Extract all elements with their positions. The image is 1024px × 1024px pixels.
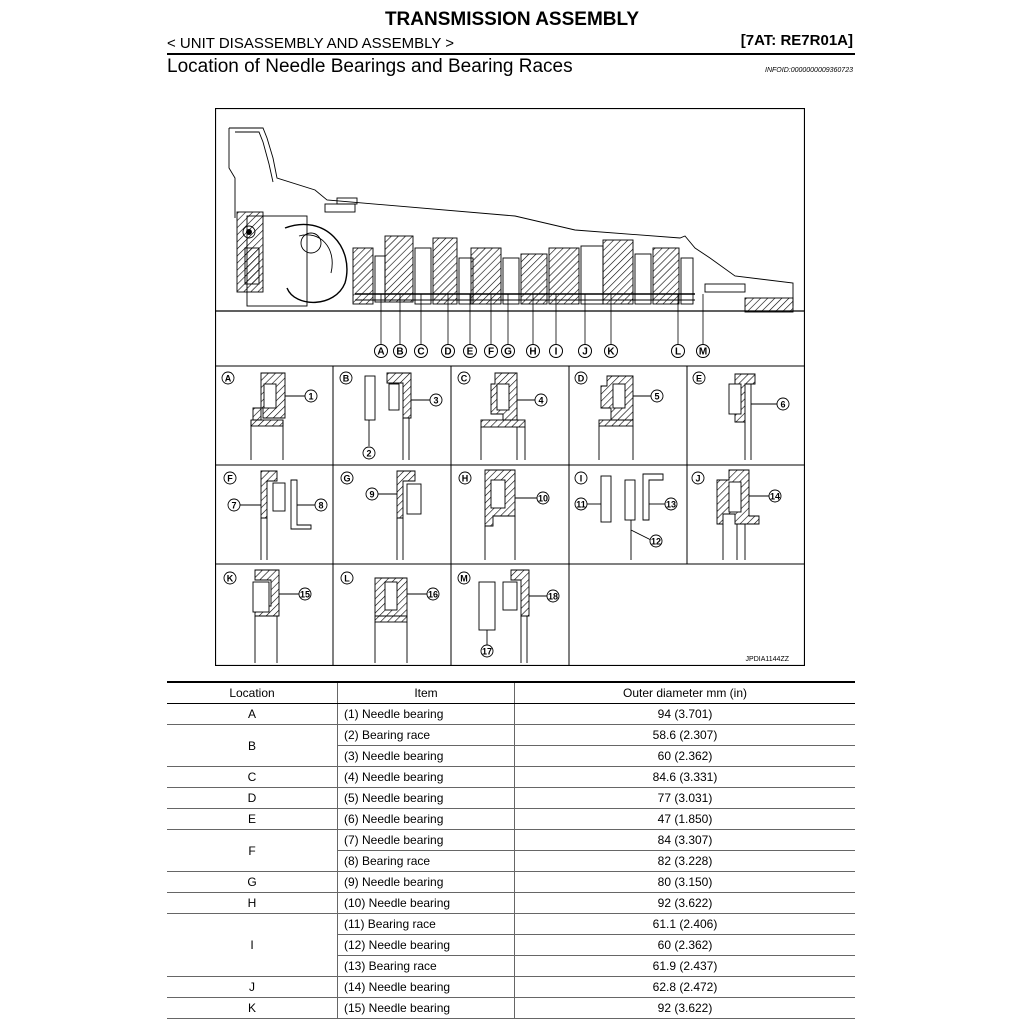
- svg-text:16: 16: [427, 589, 439, 600]
- od-cell: 82 (3.228): [515, 851, 856, 872]
- table-row: [167, 788, 855, 809]
- od-cell: 94 (3.701): [515, 704, 856, 725]
- svg-text:H: H: [529, 346, 537, 358]
- od-cell: 60 (2.362): [515, 746, 856, 767]
- item-cell: (14) Needle bearing: [338, 977, 515, 998]
- svg-text:14: 14: [769, 491, 781, 502]
- od-cell: 80 (3.150): [515, 872, 856, 893]
- svg-text:3: 3: [433, 395, 439, 406]
- item-cell: (1) Needle bearing: [338, 704, 515, 725]
- bearing-table: [167, 681, 855, 1019]
- header-location: Location: [167, 682, 338, 704]
- od-cell: 92 (3.622): [515, 998, 856, 1019]
- letter-marker-j: [579, 345, 592, 358]
- item-cell: (3) Needle bearing: [338, 746, 515, 767]
- item-cell: (9) Needle bearing: [338, 872, 515, 893]
- letter-marker-f: [485, 345, 498, 358]
- svg-text:A: A: [377, 346, 385, 358]
- table-row: [167, 704, 855, 725]
- section-title: Location of Needle Bearings and Bearing Races: [167, 56, 573, 77]
- svg-text:M: M: [698, 346, 708, 358]
- item-cell: (7) Needle bearing: [338, 830, 515, 851]
- table-row: [167, 977, 855, 998]
- svg-text:D: D: [577, 373, 585, 384]
- svg-text:8: 8: [318, 500, 324, 511]
- item-cell: (13) Bearing race: [338, 956, 515, 977]
- table-row: [167, 872, 855, 893]
- location-cell: K: [167, 998, 338, 1019]
- svg-text:6: 6: [780, 399, 786, 410]
- letter-marker-m: [697, 345, 710, 358]
- od-cell: 77 (3.031): [515, 788, 856, 809]
- svg-text:E: E: [695, 373, 703, 384]
- item-cell: (10) Needle bearing: [338, 893, 515, 914]
- location-cell: F: [167, 830, 338, 872]
- od-cell: 58.6 (2.307): [515, 725, 856, 746]
- table-row: [167, 998, 855, 1019]
- od-cell: 47 (1.850): [515, 809, 856, 830]
- table-row: [167, 914, 855, 935]
- svg-text:C: C: [417, 346, 425, 358]
- item-cell: (15) Needle bearing: [338, 998, 515, 1019]
- svg-text:H: H: [461, 473, 469, 484]
- header-item: Item: [338, 682, 515, 704]
- od-cell: 60 (2.362): [515, 935, 856, 956]
- svg-text:5: 5: [654, 391, 660, 402]
- od-cell: 84.6 (3.331): [515, 767, 856, 788]
- header-divider: [167, 53, 855, 55]
- location-cell: H: [167, 893, 338, 914]
- od-cell: 92 (3.622): [515, 893, 856, 914]
- svg-text:K: K: [226, 573, 234, 584]
- svg-text:10: 10: [537, 493, 549, 504]
- table-row: [167, 893, 855, 914]
- svg-text:F: F: [227, 473, 233, 484]
- bearing-location-figure: [215, 108, 805, 666]
- od-cell: 62.8 (2.472): [515, 977, 856, 998]
- svg-text:A: A: [224, 373, 232, 384]
- table-header-row: [167, 682, 855, 704]
- letter-marker-l: [672, 345, 685, 358]
- svg-text:9: 9: [369, 489, 375, 500]
- svg-text:2: 2: [366, 448, 372, 459]
- svg-text:11: 11: [576, 499, 586, 510]
- letter-marker-d: [442, 345, 455, 358]
- item-cell: (5) Needle bearing: [338, 788, 515, 809]
- letter-marker-k: [605, 345, 618, 358]
- svg-text:F: F: [487, 346, 495, 358]
- svg-text:J: J: [582, 346, 588, 358]
- svg-text:L: L: [344, 573, 350, 584]
- svg-text:K: K: [607, 346, 615, 358]
- table-row: [167, 809, 855, 830]
- header-outer-diameter: Outer diameter mm (in): [515, 682, 856, 704]
- svg-text:15: 15: [299, 589, 311, 600]
- figure-code: JPDIA1144ZZ: [745, 656, 789, 663]
- item-cell: (4) Needle bearing: [338, 767, 515, 788]
- location-cell: G: [167, 872, 338, 893]
- table-row: [167, 767, 855, 788]
- svg-text:E: E: [466, 346, 474, 358]
- item-cell: (11) Bearing race: [338, 914, 515, 935]
- letter-marker-g: [502, 345, 515, 358]
- od-cell: 84 (3.307): [515, 830, 856, 851]
- location-cell: I: [167, 914, 338, 977]
- location-cell: B: [167, 725, 338, 767]
- svg-text:I: I: [579, 473, 583, 484]
- location-cell: J: [167, 977, 338, 998]
- info-id: INFOID:0000000009360723: [765, 67, 853, 74]
- svg-text:13: 13: [665, 499, 677, 510]
- svg-text:I: I: [554, 346, 558, 358]
- letter-marker-h: [527, 345, 540, 358]
- svg-text:G: G: [343, 473, 351, 484]
- svg-text:B: B: [396, 346, 404, 358]
- od-cell: 61.1 (2.406): [515, 914, 856, 935]
- svg-text:C: C: [460, 373, 468, 384]
- svg-text:7: 7: [231, 500, 237, 511]
- page-subtitle: < UNIT DISASSEMBLY AND ASSEMBLY >: [167, 35, 455, 52]
- svg-text:L: L: [674, 346, 682, 358]
- item-cell: (12) Needle bearing: [338, 935, 515, 956]
- svg-text:M: M: [460, 573, 468, 584]
- item-cell: (6) Needle bearing: [338, 809, 515, 830]
- letter-marker-c: [415, 345, 428, 358]
- od-cell: 61.9 (2.437): [515, 956, 856, 977]
- svg-text:D: D: [444, 346, 452, 358]
- item-cell: (2) Bearing race: [338, 725, 515, 746]
- letter-marker-b: [394, 345, 407, 358]
- svg-text:B: B: [342, 373, 350, 384]
- svg-text:12: 12: [650, 536, 662, 547]
- location-cell: D: [167, 788, 338, 809]
- letter-marker-a: [375, 345, 388, 358]
- location-cell: C: [167, 767, 338, 788]
- letter-marker-e: [464, 345, 477, 358]
- svg-text:G: G: [504, 346, 512, 358]
- page-title: TRANSMISSION ASSEMBLY: [384, 9, 640, 30]
- svg-text:18: 18: [547, 591, 559, 602]
- item-cell: (8) Bearing race: [338, 851, 515, 872]
- letter-marker-i: [550, 345, 563, 358]
- table-row: [167, 725, 855, 746]
- svg-text:1: 1: [308, 391, 314, 402]
- model-code: [7AT: RE7R01A]: [740, 32, 853, 49]
- svg-text:17: 17: [481, 646, 493, 657]
- svg-text:4: 4: [538, 395, 544, 406]
- location-cell: A: [167, 704, 338, 725]
- svg-text:J: J: [695, 473, 701, 484]
- location-cell: E: [167, 809, 338, 830]
- table-row: [167, 830, 855, 851]
